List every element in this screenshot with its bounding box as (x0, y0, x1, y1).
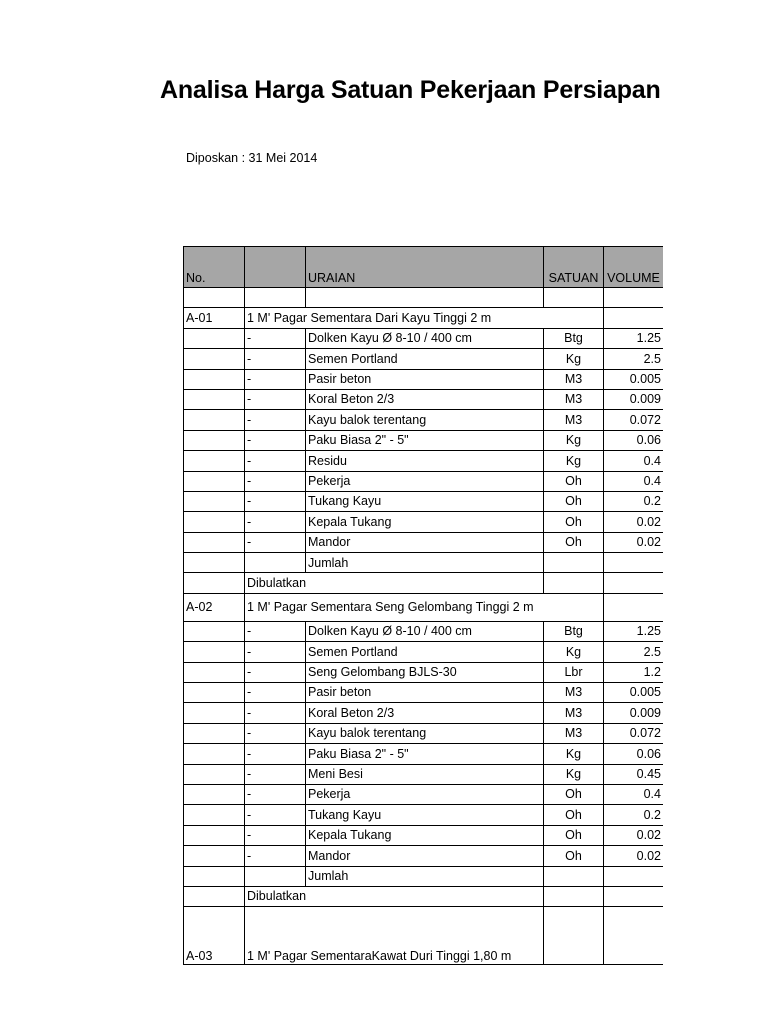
item-satuan: M3 (544, 683, 604, 703)
header-blank (245, 247, 306, 288)
item-uraian: Kayu balok terentang (306, 410, 544, 430)
item-volume: 0.4 (604, 451, 664, 471)
table-row (184, 764, 664, 784)
empty-cell (184, 349, 245, 369)
item-dash: - (245, 621, 306, 641)
item-dash: - (245, 451, 306, 471)
item-uraian: Pekerja (306, 471, 544, 491)
item-uraian: Mandor (306, 532, 544, 552)
empty-cell (306, 886, 544, 906)
item-uraian: Kepala Tukang (306, 512, 544, 532)
empty-cell (184, 846, 245, 866)
item-dash: - (245, 471, 306, 491)
table-row (184, 642, 664, 662)
table-row (184, 846, 664, 866)
item-volume: 1.25 (604, 328, 664, 348)
header-uraian: URAIAN (306, 247, 544, 288)
item-dash: - (245, 349, 306, 369)
item-satuan: M3 (544, 410, 604, 430)
table-row (184, 662, 664, 682)
table-row (184, 389, 664, 409)
empty-cell (184, 886, 245, 906)
empty-cell (544, 593, 604, 621)
item-dash: - (245, 430, 306, 450)
item-dash: - (245, 723, 306, 743)
item-dash: - (245, 642, 306, 662)
section-code: A-02 (184, 593, 245, 621)
page-title: Analisa Harga Satuan Pekerjaan Persiapan (160, 76, 661, 104)
empty-cell (245, 553, 306, 573)
dibulatkan-row (184, 573, 664, 593)
spacer-row (184, 288, 664, 308)
item-dash: - (245, 328, 306, 348)
dibulatkan-row (184, 886, 664, 906)
item-dash: - (245, 825, 306, 845)
item-dash: - (245, 410, 306, 430)
item-volume: 0.009 (604, 703, 664, 723)
item-volume: 0.06 (604, 430, 664, 450)
table-row (184, 805, 664, 825)
empty-cell (544, 886, 604, 906)
empty-cell (184, 573, 245, 593)
section-header-row (184, 593, 664, 621)
table-row (184, 683, 664, 703)
table-body (184, 288, 664, 965)
item-uraian: Semen Portland (306, 642, 544, 662)
section-title: 1 M' Pagar Sementara Seng Gelombang Tinggi 2 m (245, 593, 306, 621)
item-satuan: Oh (544, 846, 604, 866)
empty-cell (184, 621, 245, 641)
jumlah-row (184, 553, 664, 573)
table-row (184, 410, 664, 430)
item-satuan: M3 (544, 703, 604, 723)
section-code: A-01 (184, 308, 245, 328)
table-row (184, 471, 664, 491)
item-dash: - (245, 389, 306, 409)
table-row (184, 491, 664, 511)
item-volume: 2.5 (604, 642, 664, 662)
item-dash: - (245, 805, 306, 825)
item-satuan: Oh (544, 512, 604, 532)
empty-cell (604, 573, 664, 593)
item-uraian: Tukang Kayu (306, 491, 544, 511)
empty-cell (604, 308, 664, 328)
item-volume: 0.005 (604, 369, 664, 389)
empty-cell (184, 491, 245, 511)
empty-cell (184, 866, 245, 886)
empty-cell (184, 723, 245, 743)
item-satuan: M3 (544, 389, 604, 409)
item-satuan: Kg (544, 764, 604, 784)
empty-cell (184, 512, 245, 532)
item-dash: - (245, 512, 306, 532)
table-row (184, 532, 664, 552)
item-uraian: Semen Portland (306, 349, 544, 369)
section-title: 1 M' Pagar SementaraKawat Duri Tinggi 1,80 m (245, 907, 306, 965)
table-row (184, 744, 664, 764)
empty-cell (544, 573, 604, 593)
item-uraian: Pasir beton (306, 683, 544, 703)
item-uraian: Dolken Kayu Ø 8-10 / 400 cm (306, 328, 544, 348)
empty-cell (184, 410, 245, 430)
table-header-row (184, 247, 664, 288)
item-uraian: Tukang Kayu (306, 805, 544, 825)
empty-cell (544, 907, 604, 965)
item-satuan: M3 (544, 723, 604, 743)
empty-cell (604, 866, 664, 886)
analysis-table (183, 246, 663, 965)
item-uraian: Seng Gelombang BJLS-30 (306, 662, 544, 682)
item-satuan: Kg (544, 430, 604, 450)
item-uraian: Koral Beton 2/3 (306, 703, 544, 723)
empty-cell (544, 866, 604, 886)
table-row (184, 349, 664, 369)
item-volume: 0.02 (604, 512, 664, 532)
section-header-row (184, 907, 664, 965)
item-dash: - (245, 491, 306, 511)
item-satuan: Oh (544, 825, 604, 845)
table-row (184, 328, 664, 348)
item-satuan: Kg (544, 744, 604, 764)
item-dash: - (245, 369, 306, 389)
empty-cell (544, 553, 604, 573)
item-dash: - (245, 703, 306, 723)
empty-cell (604, 593, 664, 621)
item-dash: - (245, 784, 306, 804)
item-uraian: Dolken Kayu Ø 8-10 / 400 cm (306, 621, 544, 641)
table-row (184, 451, 664, 471)
empty-cell (604, 907, 664, 965)
item-dash: - (245, 662, 306, 682)
table-row (184, 723, 664, 743)
empty-cell (184, 784, 245, 804)
empty-cell (184, 471, 245, 491)
item-satuan: Btg (544, 328, 604, 348)
empty-cell (184, 683, 245, 703)
empty-cell (184, 744, 245, 764)
empty-cell (184, 825, 245, 845)
item-volume: 0.009 (604, 389, 664, 409)
item-satuan: Kg (544, 451, 604, 471)
item-uraian: Kepala Tukang (306, 825, 544, 845)
item-volume: 0.02 (604, 825, 664, 845)
empty-cell (306, 573, 544, 593)
item-uraian: Paku Biasa 2" - 5" (306, 430, 544, 450)
section-code: A-03 (184, 907, 245, 965)
item-volume: 0.2 (604, 491, 664, 511)
item-uraian: Kayu balok terentang (306, 723, 544, 743)
item-satuan: Oh (544, 491, 604, 511)
item-volume: 0.4 (604, 784, 664, 804)
header-no: No. (184, 247, 245, 288)
empty-cell (184, 805, 245, 825)
empty-cell (184, 451, 245, 471)
empty-cell (604, 553, 664, 573)
item-uraian: Pekerja (306, 784, 544, 804)
item-volume: 0.02 (604, 846, 664, 866)
item-volume: 1.2 (604, 662, 664, 682)
empty-cell (184, 553, 245, 573)
item-dash: - (245, 764, 306, 784)
dibulatkan-label: Dibulatkan (245, 886, 306, 906)
item-uraian: Residu (306, 451, 544, 471)
item-dash: - (245, 683, 306, 703)
analysis-table-container (183, 246, 663, 965)
jumlah-row (184, 866, 664, 886)
empty-cell (184, 642, 245, 662)
empty-cell (184, 430, 245, 450)
item-volume: 0.2 (604, 805, 664, 825)
item-satuan: M3 (544, 369, 604, 389)
table-row (184, 621, 664, 641)
table-row (184, 825, 664, 845)
header-volume: VOLUME (604, 247, 664, 288)
item-satuan: Oh (544, 784, 604, 804)
item-uraian: Meni Besi (306, 764, 544, 784)
dibulatkan-label: Dibulatkan (245, 573, 306, 593)
jumlah-label: Jumlah (306, 553, 544, 573)
item-volume: 0.4 (604, 471, 664, 491)
item-uraian: Mandor (306, 846, 544, 866)
empty-cell (184, 369, 245, 389)
item-satuan: Oh (544, 805, 604, 825)
item-dash: - (245, 744, 306, 764)
item-volume: 0.02 (604, 532, 664, 552)
item-volume: 0.072 (604, 723, 664, 743)
posted-date: Diposkan : 31 Mei 2014 (186, 151, 318, 165)
table-row (184, 430, 664, 450)
empty-cell (184, 532, 245, 552)
table-row (184, 703, 664, 723)
item-dash: - (245, 532, 306, 552)
jumlah-label: Jumlah (306, 866, 544, 886)
item-satuan: Oh (544, 532, 604, 552)
item-satuan: Kg (544, 642, 604, 662)
item-uraian: Pasir beton (306, 369, 544, 389)
section-title: 1 M' Pagar Sementara Dari Kayu Tinggi 2 m (245, 308, 306, 328)
empty-cell (184, 328, 245, 348)
table-row (184, 369, 664, 389)
empty-cell (184, 703, 245, 723)
empty-cell (184, 662, 245, 682)
item-volume: 0.45 (604, 764, 664, 784)
item-volume: 0.072 (604, 410, 664, 430)
item-satuan: Lbr (544, 662, 604, 682)
empty-cell (544, 308, 604, 328)
item-volume: 2.5 (604, 349, 664, 369)
item-satuan: Oh (544, 471, 604, 491)
item-satuan: Kg (544, 349, 604, 369)
empty-cell (184, 389, 245, 409)
section-header-row (184, 308, 664, 328)
item-volume: 0.06 (604, 744, 664, 764)
item-volume: 1.25 (604, 621, 664, 641)
empty-cell (245, 866, 306, 886)
header-satuan: SATUAN (544, 247, 604, 288)
table-row (184, 784, 664, 804)
item-uraian: Koral Beton 2/3 (306, 389, 544, 409)
item-satuan: Btg (544, 621, 604, 641)
empty-cell (604, 886, 664, 906)
item-dash: - (245, 846, 306, 866)
item-uraian: Paku Biasa 2" - 5" (306, 744, 544, 764)
table-row (184, 512, 664, 532)
empty-cell (184, 764, 245, 784)
item-volume: 0.005 (604, 683, 664, 703)
